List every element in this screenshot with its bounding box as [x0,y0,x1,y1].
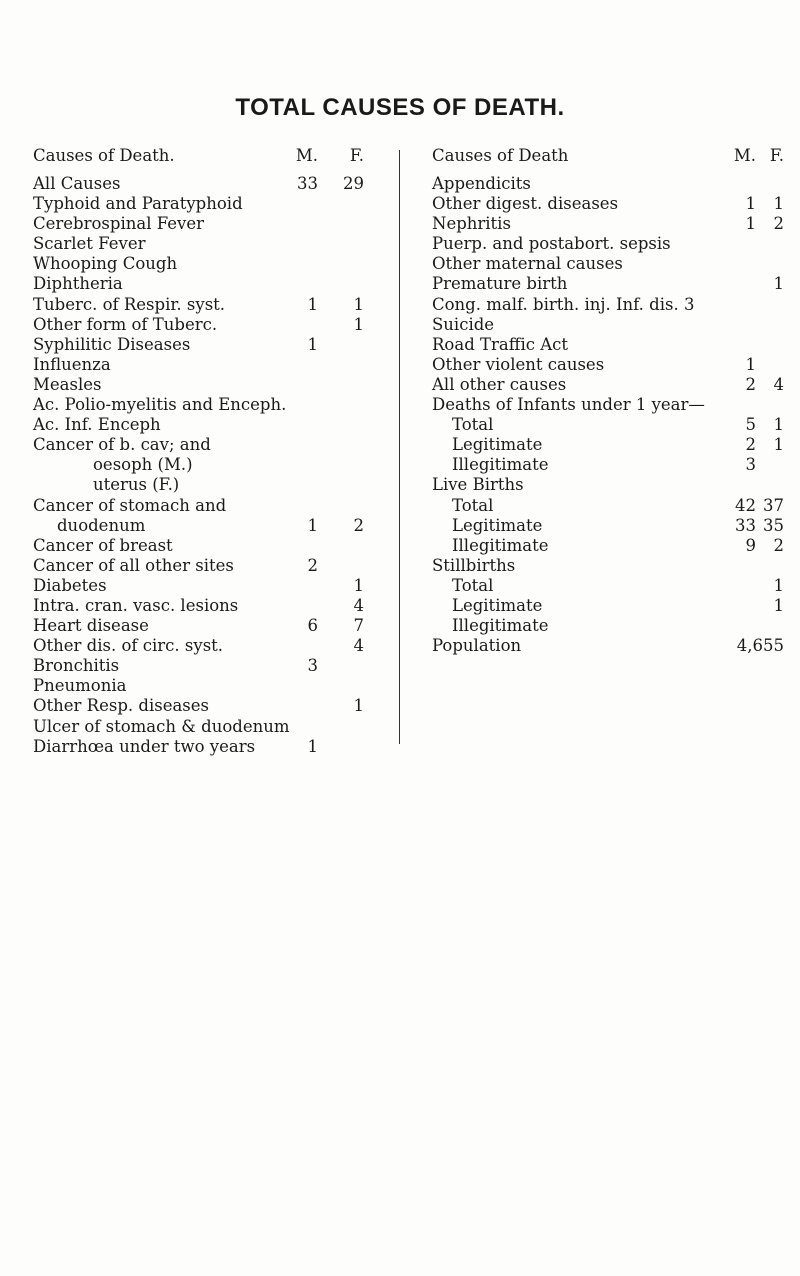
male-count: 1 [307,736,318,756]
left-header-female: F. [349,146,364,165]
female-count: 1 [773,274,784,294]
male-count: 2 [745,374,756,394]
female-count: 1 [773,595,784,615]
female-count: 4,655 [736,636,784,656]
right-header-female: F. [769,146,784,165]
right-table [404,146,800,656]
table-row [0,676,400,696]
cause-label: Suicide [432,314,495,334]
cause-label: Other violent causes [432,354,605,374]
table-row [404,234,800,254]
female-count: 1 [353,696,364,716]
table-row [0,696,400,716]
table-row [404,435,800,455]
female-count: 2 [773,535,784,555]
cause-label: Legitimate [452,515,543,535]
table-row [0,536,400,556]
female-count: 29 [343,174,364,193]
right-header-male: M. [733,146,756,165]
table-row [0,254,400,274]
female-count: 7 [353,616,364,636]
table-row [404,335,800,355]
cause-label: Total [452,495,494,515]
female-count: 2 [773,214,784,234]
female-count: 35 [763,515,784,535]
cause-label: Ulcer of stomach & duodenum [33,716,290,736]
table-row [0,475,400,495]
table-row [0,194,400,214]
cause-label: Legitimate [452,595,543,615]
cause-label: Live Births [432,475,524,495]
cause-label: Cancer of stomach and [33,495,227,515]
cause-label: Syphilitic Diseases [33,334,191,354]
table-row [0,315,400,335]
table-row [0,717,400,737]
table-row [404,536,800,556]
left-rows [0,174,400,757]
cause-label: Tuberc. of Respir. syst. [33,294,226,314]
table-row [404,516,800,536]
table-row [0,274,400,294]
cause-label: Cerebrospinal Fever [33,214,205,234]
table-row [0,234,400,254]
table-row [404,616,800,636]
page-title: TOTAL CAUSES OF DEATH. [235,94,565,121]
cause-label: Diphtheria [33,274,123,294]
left-header-row [0,146,400,174]
table-row [404,415,800,435]
cause-label: Premature birth [432,274,568,294]
table-row [404,194,800,214]
table-row [404,475,800,495]
table-row [404,455,800,475]
cause-label: Other form of Tuberc. [33,314,218,334]
cause-label: Scarlet Fever [33,234,146,254]
left-header-cause: Causes of Death. [33,146,175,165]
table-row [404,355,800,375]
cause-label: Deaths of Infants under 1 year— [432,395,705,415]
cause-label: Road Traffic Act [432,334,569,354]
cause-label: All Causes [33,174,121,193]
table-row [404,596,800,616]
cause-label: Pneumonia [33,676,127,696]
cause-label: Heart disease [33,616,149,636]
cause-label: Cancer of breast [33,535,173,555]
table-row [404,274,800,294]
table-row [0,737,400,757]
table-row [404,576,800,596]
male-count: 5 [745,415,756,435]
table-row [404,254,800,274]
cause-label: oesoph (M.) [93,455,193,475]
table-row [0,576,400,596]
table-row [404,214,800,234]
cause-label: Appendicits [432,174,531,193]
column-divider [399,150,400,744]
cause-label: Cancer of b. cav; and [33,435,211,455]
cause-label: Illegitimate [452,455,549,475]
table-row [404,556,800,576]
male-count: 3 [307,656,318,676]
female-count: 1 [353,575,364,595]
male-count: 1 [745,354,756,374]
table-row [404,395,800,415]
table-row [0,496,400,516]
male-count: 1 [307,294,318,314]
table-row [0,636,400,656]
cause-label: Diabetes [33,575,107,595]
table-row [0,616,400,636]
right-rows [404,174,800,656]
female-count: 1 [353,314,364,334]
cause-label: Population [432,636,522,656]
cause-label: Other Resp. diseases [33,696,209,716]
cause-label: Nephritis [432,214,511,234]
cause-label: Illegitimate [452,616,549,636]
right-header-cause: Causes of Death [432,146,569,165]
female-count: 1 [353,294,364,314]
male-count: 42 [735,495,756,515]
table-row [0,556,400,576]
table-row [0,214,400,234]
table-row [0,355,400,375]
cause-label: Influenza [33,354,111,374]
cause-label: Typhoid and Paratyphoid [33,194,243,214]
left-header-male: M. [295,146,318,165]
cause-label: Ac. Polio-myelitis and Enceph. [33,395,287,415]
table-row [404,174,800,194]
table-row [0,335,400,355]
male-count: 3 [745,455,756,475]
cause-label: Other dis. of circ. syst. [33,636,224,656]
table-row [404,375,800,395]
cause-label: All other causes [432,374,567,394]
female-count: 2 [353,515,364,535]
female-count: 4 [773,374,784,394]
male-count: 33 [735,515,756,535]
female-count: 1 [773,435,784,455]
cause-label: uterus (F.) [93,475,180,495]
female-count: 1 [773,575,784,595]
cause-label: Intra. cran. vasc. lesions [33,595,239,615]
cause-label: Ac. Inf. Enceph [33,415,161,435]
table-row [0,395,400,415]
cause-label: duodenum [57,515,146,535]
table-row [0,174,400,194]
table-row [404,636,800,656]
left-table [0,146,400,757]
table-row [0,375,400,395]
female-count: 1 [773,415,784,435]
male-count: 33 [297,174,318,193]
right-header-row [404,146,800,174]
cause-label: Illegitimate [452,535,549,555]
cause-label: Diarrhœa under two years [33,736,256,756]
female-count: 1 [773,194,784,214]
table-row [0,656,400,676]
cause-label: Other maternal causes [432,254,623,274]
table-row [0,455,400,475]
female-count: 4 [353,636,364,656]
male-count: 1 [307,515,318,535]
male-count: 2 [745,435,756,455]
male-count: 6 [307,616,318,636]
cause-label: Bronchitis [33,656,120,676]
table-row [404,496,800,516]
cause-label: Puerp. and postabort. sepsis [432,234,671,254]
table-row [0,295,400,315]
male-count: 1 [745,214,756,234]
cause-label: Total [452,575,494,595]
table-row [404,295,800,315]
table-row [0,516,400,536]
female-count: 37 [763,495,784,515]
cause-label: Cong. malf. birth. inj. Inf. dis. 3 [432,294,695,314]
cause-label: Measles [33,374,102,394]
cause-label: Legitimate [452,435,543,455]
cause-label: Total [452,415,494,435]
table-row [0,415,400,435]
cause-label: Other digest. diseases [432,194,619,214]
male-count: 9 [745,535,756,555]
cause-label: Whooping Cough [33,254,178,274]
table-row [0,435,400,455]
table-row [404,315,800,335]
cause-label: Cancer of all other sites [33,555,234,575]
table-row [0,596,400,616]
female-count: 4 [353,595,364,615]
cause-label: Stillbirths [432,555,516,575]
male-count: 1 [307,334,318,354]
male-count: 1 [745,194,756,214]
male-count: 2 [307,555,318,575]
